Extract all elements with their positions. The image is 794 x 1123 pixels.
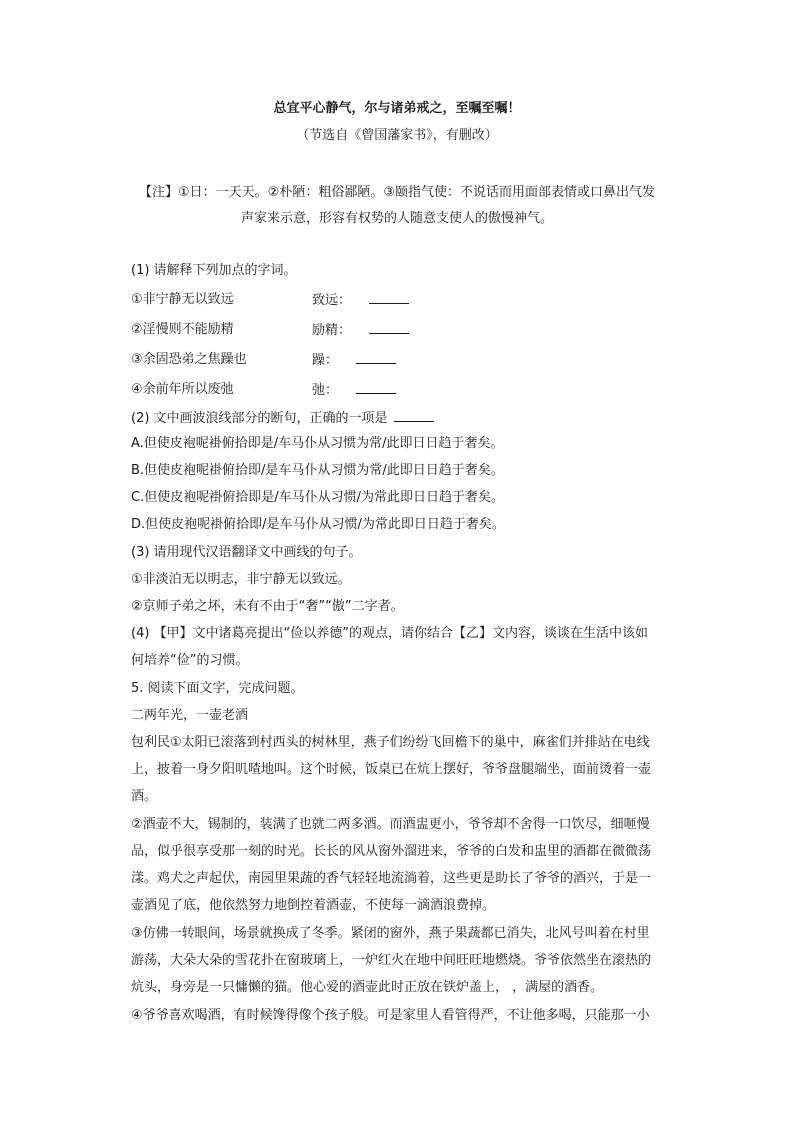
q2-prompt: (2) 文中画波浪线部分的断句，正确的一项是 — [131, 411, 388, 426]
note-line-1: 【注】①日：一天天。②朴陋：粗俗鄙陋。③颐指气使：不说话而用面部表情或口鼻出气发 — [139, 185, 655, 200]
poem-source: （节选自《曾国藩家书》，有删改） — [296, 128, 498, 143]
poem-last-line: 总宜平心静气，尔与诸弟戒之，至嘱至嘱！ — [273, 101, 521, 116]
q1-item-2-answer — [312, 320, 409, 341]
q1-item-1-answer — [312, 290, 409, 311]
answer-blank[interactable] — [369, 320, 409, 334]
q4-line-2: 何培养“俭”的习惯。 — [131, 653, 249, 668]
q1-item-3-term: 躁： — [312, 353, 339, 368]
answer-blank[interactable] — [356, 350, 396, 364]
q3-item-2: ②京师子弟之坏，未有不由于“奢”“傲”二字者。 — [131, 599, 404, 614]
q2-option-b: B.但使皮袍呢褂俯拾即/是车马仆从习惯为常/此即日日趋于奢矣。 — [131, 463, 504, 478]
q1-item-1-phrase: ①非宁静无以致远 — [131, 292, 234, 307]
q5-prompt: 5. 阅读下面文字，完成问题。 — [131, 681, 304, 696]
q1-item-1-term: 致远： — [312, 293, 352, 308]
q1-item-4-phrase: ④余前年所以废弛 — [131, 382, 234, 397]
q1-item-2-phrase: ②淫慢则不能励精 — [131, 322, 234, 337]
paragraph-2-line-3: 漾。鸡犬之声起伏，南园里果蔬的香气轻轻地流淌着，这些更是助长了爷爷的酒兴，于是一 — [131, 871, 652, 886]
q4-line-1: (4) 【甲】文中诸葛亮提出“俭以养德”的观点，请你结合【乙】文内容，谈谈在生活中该如 — [131, 626, 649, 641]
paragraph-3-line-3: 炕头，身旁是一只慵懒的猫。他心爱的酒壶此时正放在铁炉盖上， ，满屋的酒香。 — [131, 980, 604, 995]
paragraph-2-line-1: ②酒壶不大，锡制的，装满了也就二两多酒。而酒盅更小，爷爷却不舍得一口饮尽，细咂慢 — [131, 817, 650, 832]
article-title: 二两年光，一壶老酒 — [131, 708, 249, 723]
q1-item-3-answer — [312, 350, 396, 371]
paragraph-4-line-1: ④爷爷喜欢喝酒，有时候馋得像个孩子般。可是家里人看管得严，不让他多喝，只能那一小 — [131, 1008, 650, 1023]
q3-item-1: ①非淡泊无以明志，非宁静无以致远。 — [131, 572, 351, 587]
q2-option-d: D.但使皮袍呢褂俯拾即/是车马仆从习惯/为常此即日日趋于奢矣。 — [131, 517, 505, 532]
q1-item-4-term: 弛： — [312, 383, 339, 398]
paragraph-2-line-4: 壶酒见了底，他依然努力地倒控着酒壶，不使每一滴酒浪费掉。 — [131, 898, 496, 913]
q2-option-a: A.但使皮袍呢褂俯拾即是/车马仆从习惯为常/此即日日趋于奢矣。 — [131, 436, 504, 451]
paragraph-1-line-2: 上，披着一身夕阳叽喳地叫。这个时候，饭桌已在炕上摆好，爷爷盘腿端坐，面前烫着一壶 — [131, 762, 652, 777]
q1-item-4-answer — [312, 380, 396, 401]
paragraph-2-line-2: 品，似乎很享受那一刻的时光。长长的风从窗外溜进来，爷爷的白发和盅里的酒都在微微荡 — [131, 844, 652, 859]
q2-prompt-line — [131, 408, 434, 429]
answer-blank[interactable] — [369, 290, 409, 304]
paragraph-3-line-1: ③仿佛一转眼间，场景就换成了冬季。紧闭的窗外，燕子果蔬都已消失，北风号叫着在村里 — [131, 926, 650, 941]
q1-item-2-term: 励精： — [312, 323, 352, 338]
paragraph-1-line-1: 包利民①太阳已滚落到村西头的树林里，燕子们纷纷飞回檐下的巢中，麻雀们并排站在电线 — [131, 735, 650, 750]
q1-item-3-phrase: ③余固恐弟之焦躁也 — [131, 352, 247, 367]
note-line-2: 声家来示意，形容有权势的人随意支使人的傲慢神气。 — [240, 211, 553, 226]
answer-blank[interactable] — [356, 380, 396, 394]
q2-option-c: C.但使皮袍呢褂俯拾即是/车马仆从习惯/为常此即日日趋于奢矣。 — [131, 490, 504, 505]
answer-blank[interactable] — [394, 408, 434, 422]
paragraph-3-line-2: 游荡，大朵大朵的雪花扑在窗玻璃上，一炉红火在地中间旺旺地燃烧。爷爷依然坐在滚热的 — [131, 953, 652, 968]
paragraph-1-line-3: 酒。 — [131, 789, 158, 804]
q1-prompt: (1) 请解释下列加点的字词。 — [131, 263, 297, 278]
q3-prompt: (3) 请用现代汉语翻译文中画线的句子。 — [131, 545, 362, 560]
